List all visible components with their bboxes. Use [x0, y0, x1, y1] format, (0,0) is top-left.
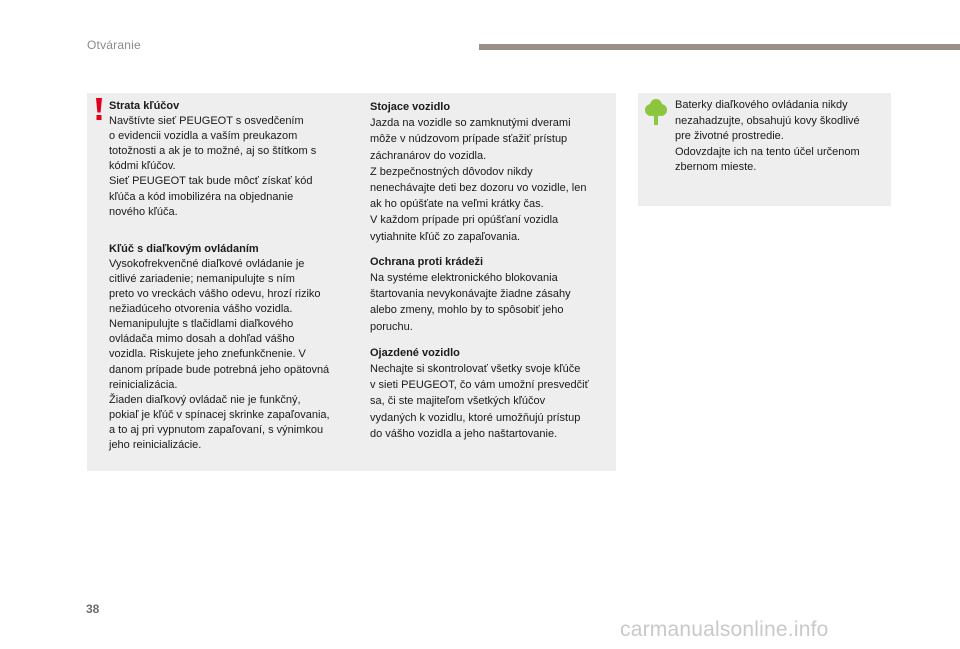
section-anti-theft: [370, 254, 610, 335]
section-body: Nechajte si skontrolovať všetky svoje kľúče v sieti PEUGEOT, čo vám umožní presvedčiť sa, či ste majiteľom všetkých kľúčov vydaných k vozidlu, ktoré umožňujú prístup do vášho vozidla a jeho naštartovanie.: [370, 363, 589, 440]
header-bar: [479, 44, 960, 50]
warning-mid-column: [370, 99, 610, 451]
exclamation-icon: [92, 97, 106, 121]
section-body: Jazda na vozidle so zamknutými dverami môže v núdzovom prípade sťažiť prístup záchranárov do vozidla. Z bezpečnostných dôvodov nikdy nenechávajte deti bez dozoru vo vozidle, len ak ho opúšťate na veľmi krátky čas. V každom prípade pri opúšťaní vozidla vytiahnite kľúč zo zapaľovania.: [370, 117, 587, 243]
section-heading: Ojazdené vozidlo: [370, 346, 460, 359]
section-body: Navštívte sieť PEUGEOT s osvedčením o evidencii vozidla a vaším preukazom totožnosti a ak je to možné, aj so štítkom s kódmi kľúčov. Sieť PEUGEOT tak bude môcť získať kód kľúča a kód imobilizéra na objednanie nového kľúča.: [109, 115, 317, 218]
tree-icon: [645, 98, 667, 126]
section-heading: Stojace vozidlo: [370, 101, 451, 113]
warning-left-column: [109, 99, 357, 475]
page-number: 38: [86, 602, 100, 616]
eco-note-text: Baterky diaľkového ovládania nikdy nezahadzujte, obsahujú kovy škodlivé pre životné prostredie. Odovzdajte ich na tento účel určenom zbernom mieste.: [675, 99, 860, 173]
section-heading: Ochrana proti krádeži: [370, 255, 484, 268]
section-body: Vysokofrekvenčné diaľkové ovládanie je citlivé zariadenie; nemanipulujte s ním preto vo vreckách vášho odevu, hrozí riziko nežiadúceho otvorenia vášho vozidla. Nemanipulujte s tlačidlami diaľkového ovládača mimo dosah a dohľad vášho vozidla. Riskujete jeho znefunkčnenie. V danom prípade bude potrebná jeho opätovná reinicializácia. Žiaden diaľkový ovládač nie je funkčný, pokiaľ je kľúč v spínacej skrinke zapaľovania, a to aj pri vypnutom zapaľovaní, s výnimkou jeho reinicializácie.: [109, 257, 330, 451]
section-remote-key: [109, 242, 357, 453]
section-heading: Kľúč s diaľkovým ovládaním: [109, 242, 259, 255]
watermark: carmanualsonline.info: [620, 618, 829, 641]
section-body: Na systéme elektronického blokovania štartovania nevykonávajte žiadne zásahy alebo zmeny, mohlo by to spôsobiť jeho poruchu.: [370, 272, 571, 333]
section-stationary-vehicle: [370, 99, 610, 245]
section-lost-keys: [109, 99, 357, 220]
section-heading: Strata kľúčov: [109, 100, 180, 112]
page-title: Otváranie: [87, 38, 141, 52]
section-used-vehicle: [370, 345, 610, 442]
